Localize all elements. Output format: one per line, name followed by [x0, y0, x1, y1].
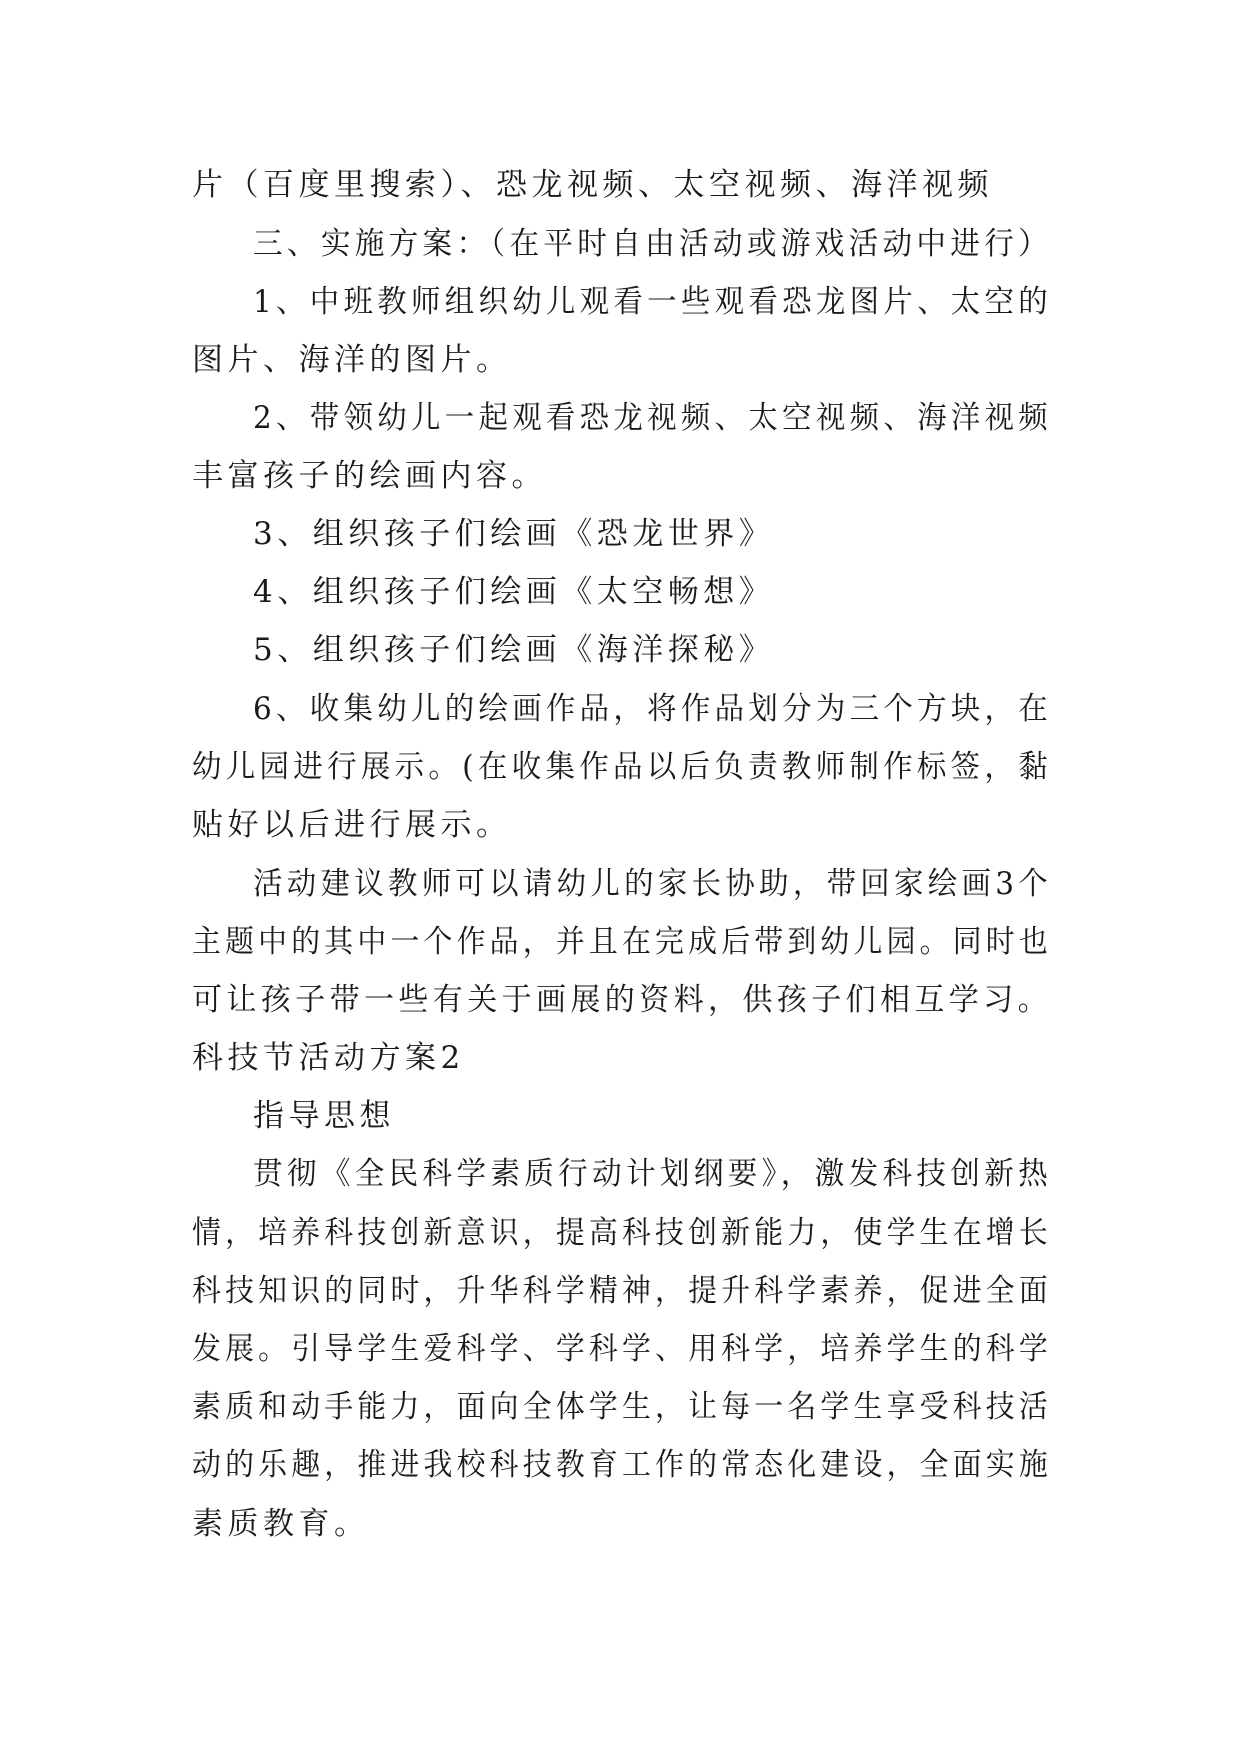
text-line: 活动建议教师可以请幼儿的家长协助，带回家绘画3个	[253, 866, 1053, 902]
text-line: 发展。引导学生爱科学、学科学、用科学，培养学生的科学	[192, 1331, 1052, 1367]
document-title: 科技节活动方案2	[192, 1040, 465, 1076]
text-line: 2、带领幼儿一起观看恐龙视频、太空视频、海洋视频	[253, 400, 1053, 436]
text-line: 动的乐趣，推进我校科技教育工作的常态化建设，全面实施	[192, 1447, 1052, 1483]
section-heading: 指导思想	[253, 1098, 395, 1134]
text-line: 可让孩子带一些有关于画展的资料，供孩子们相互学习。	[192, 982, 1052, 1018]
text-line: 科技知识的同时，升华科学精神，提升科学素养，促进全面	[192, 1273, 1052, 1309]
text-line: 贯彻《全民科学素质行动计划纲要》，激发科技创新热	[253, 1156, 1053, 1192]
text-line: 主题中的其中一个作品，并且在完成后带到幼儿园。同时也	[192, 924, 1052, 960]
section-heading: 三、实施方案：（在平时自由活动或游戏活动中进行）	[253, 226, 1053, 262]
text-line: 片（百度里搜索）、恐龙视频、太空视频、海洋视频	[192, 167, 993, 203]
text-line: 图片、海洋的图片。	[192, 342, 512, 378]
text-line: 1、中班教师组织幼儿观看一些观看恐龙图片、太空的	[253, 284, 1053, 320]
text-line: 5、组织孩子们绘画《海洋探秘》	[253, 632, 775, 668]
text-line: 情，培养科技创新意识，提高科技创新能力，使学生在增长	[192, 1215, 1052, 1251]
text-line: 素质和动手能力，面向全体学生，让每一名学生享受科技活	[192, 1389, 1052, 1425]
text-line: 4、组织孩子们绘画《太空畅想》	[253, 574, 775, 610]
text-line: 3、组织孩子们绘画《恐龙世界》	[253, 516, 775, 552]
text-line: 6、收集幼儿的绘画作品，将作品划分为三个方块，在	[253, 691, 1053, 727]
text-line: 丰富孩子的绘画内容。	[192, 458, 547, 494]
text-line: 贴好以后进行展示。	[192, 807, 512, 843]
text-line: 幼儿园进行展示。(在收集作品以后负责教师制作标签，黏	[192, 749, 1052, 785]
text-line: 素质教育。	[192, 1506, 370, 1542]
